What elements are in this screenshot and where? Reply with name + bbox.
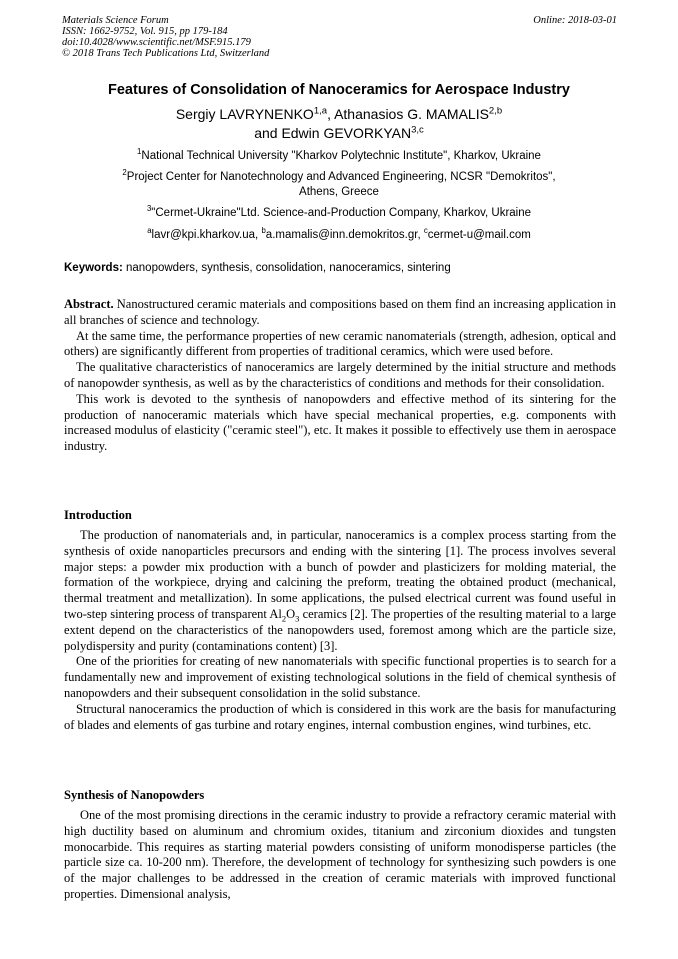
synthesis-section xyxy=(64,808,616,903)
affiliation-text: "Cermet-Ukraine"Ltd. Science-and-Production Company, Kharkov, Ukraine xyxy=(151,207,532,219)
affiliation-1 xyxy=(0,149,678,164)
abstract-paragraph: Abstract. Nanostructured ceramic materials and compositions based on them find an increasing application in all branches of science and technology. xyxy=(64,297,616,327)
copyright-line: © 2018 Trans Tech Publications Ltd, Switzerland xyxy=(62,48,270,59)
online-date: Online: 2018-03-01 xyxy=(533,15,617,26)
email-link[interactable]: a.mamalis@inn.demokritos.gr, xyxy=(265,229,424,241)
keywords-label: Keywords: xyxy=(64,262,123,274)
affiliation-text: National Technical University "Kharkov Polytechnic Institute", Kharkov, Ukraine xyxy=(141,150,541,162)
abstract-label: Abstract. xyxy=(64,297,114,311)
keywords xyxy=(64,262,616,274)
author-name: Edwin GEVORKYAN xyxy=(281,125,412,141)
abstract-paragraph: At the same time, the performance properties of new ceramic nanomaterials (strength, adhesion, optical and others) are significantly different from properties of traditional ceramics, which were used before. xyxy=(64,328,616,359)
email-link[interactable]: cermet-u@mail.com xyxy=(427,229,531,241)
author-name: Sergiy LAVRYNENKO xyxy=(175,106,314,122)
affiliation-2 xyxy=(0,170,678,200)
abstract-paragraph: The qualitative characteristics of nanoceramics are largely determined by the initial structure and methods of nanopowder synthesis, as well as by the characteristics of conditions and methods for their consolidation. xyxy=(64,360,616,390)
abstract-paragraph: This work is devoted to the synthesis of nanopowders and effective method of its sintering for the production of nanoceramic materials which have special mechanical properties, e.g. components with increased modulus of elasticity ("ceramic steel"), etc. It makes it possible to effectively use them in aerospace industry. xyxy=(64,391,616,454)
section-heading-synthesis: Synthesis of Nanopowders xyxy=(64,788,205,802)
affiliation-superscript: 2 xyxy=(122,168,127,178)
email-superscript: c xyxy=(423,226,428,236)
journal-name: Materials Science Forum xyxy=(62,15,169,26)
section-heading-introduction: Introduction xyxy=(64,508,132,522)
author-superscript: 3,c xyxy=(411,124,424,136)
body-paragraph: The production of nanomaterials and, in particular, nanoceramics is a complex process starting from the synthesis of oxide nanoparticles precursors and ending with the sintering [1]. The process involves several major steps: a powder mix production with a bunch of powder and plasticizers for molding material, the formation of the workpiece, drying and calcining the preform, treating the obtained product (mechanical, thermal treatment and metallization). In some applications, the pulsed electrical current was found useful in two-step sintering process of transparent $Al_2O_3$ ceramics [2]. The properties of the resulting material to a large extent depend on the characteristics of the nanopowders used, foremost among which are the particle size, polydispersity and purity (contaminations content) [3]. xyxy=(64,528,616,653)
author-superscript: 1,a xyxy=(313,105,328,117)
author-emails xyxy=(0,228,678,243)
affiliation-3 xyxy=(0,206,678,221)
doi-line[interactable]: doi:10.4028/www.scientific.net/MSF.915.179 xyxy=(62,37,251,48)
author-name: Athanasios G. MAMALIS xyxy=(334,106,489,122)
journal-header xyxy=(62,15,617,59)
author-separator: , xyxy=(327,106,335,122)
author-conjunction: and xyxy=(254,125,282,141)
introduction-section xyxy=(64,528,616,733)
body-paragraph: Structural nanoceramics the production of which is considered in this work are the basis for manufacturing of blades and elements of gas turbine and rotary engines, internal combustion engines, wind turbines, etc. xyxy=(64,701,616,732)
email-superscript: b xyxy=(261,226,266,236)
issn-line: ISSN: 1662-9752, Vol. 915, pp 179-184 xyxy=(62,26,228,37)
affiliation-text: Athens, Greece xyxy=(299,186,379,198)
email-link[interactable]: lavr@kpi.kharkov.ua, xyxy=(151,229,262,241)
abstract-section xyxy=(64,297,616,455)
email-superscript: a xyxy=(147,226,152,236)
affiliation-text: Project Center for Nanotechnology and Advanced Engineering, NCSR "Demokritos", xyxy=(126,171,556,183)
author-superscript: 2,b xyxy=(488,105,503,117)
body-paragraph: One of the most promising directions in the ceramic industry to provide a refractory ceramic material with high ductility based on aluminum and chromium oxides, titanium and zirconium dioxides and tungsten monocarbide. This requires as starting material powders consisting of uniform monodisperse particles (the particle size ca. 10-200 nm). Therefore, the development of technology for synthesizing such powders is one of the major challenges to be addressed in the creation of ceramic materials with improved functional properties. Dimensional analysis, xyxy=(64,808,616,901)
body-paragraph: One of the priorities for creating of new nanomaterials with specific functional properties is to search for a fundamentally new and improvement of existing technological solutions in the field of chemical synthesis of nanopowders and their subsequent consolidation in the solid substance. xyxy=(64,654,616,700)
author-list xyxy=(0,105,678,143)
affiliation-superscript: 3 xyxy=(146,204,152,214)
paper-title: Features of Consolidation of Nanoceramics for Aerospace Industry xyxy=(108,82,570,98)
affiliation-superscript: 1 xyxy=(137,147,142,157)
keywords-text: nanopowders, synthesis, consolidation, nanoceramics, sintering xyxy=(122,262,451,274)
